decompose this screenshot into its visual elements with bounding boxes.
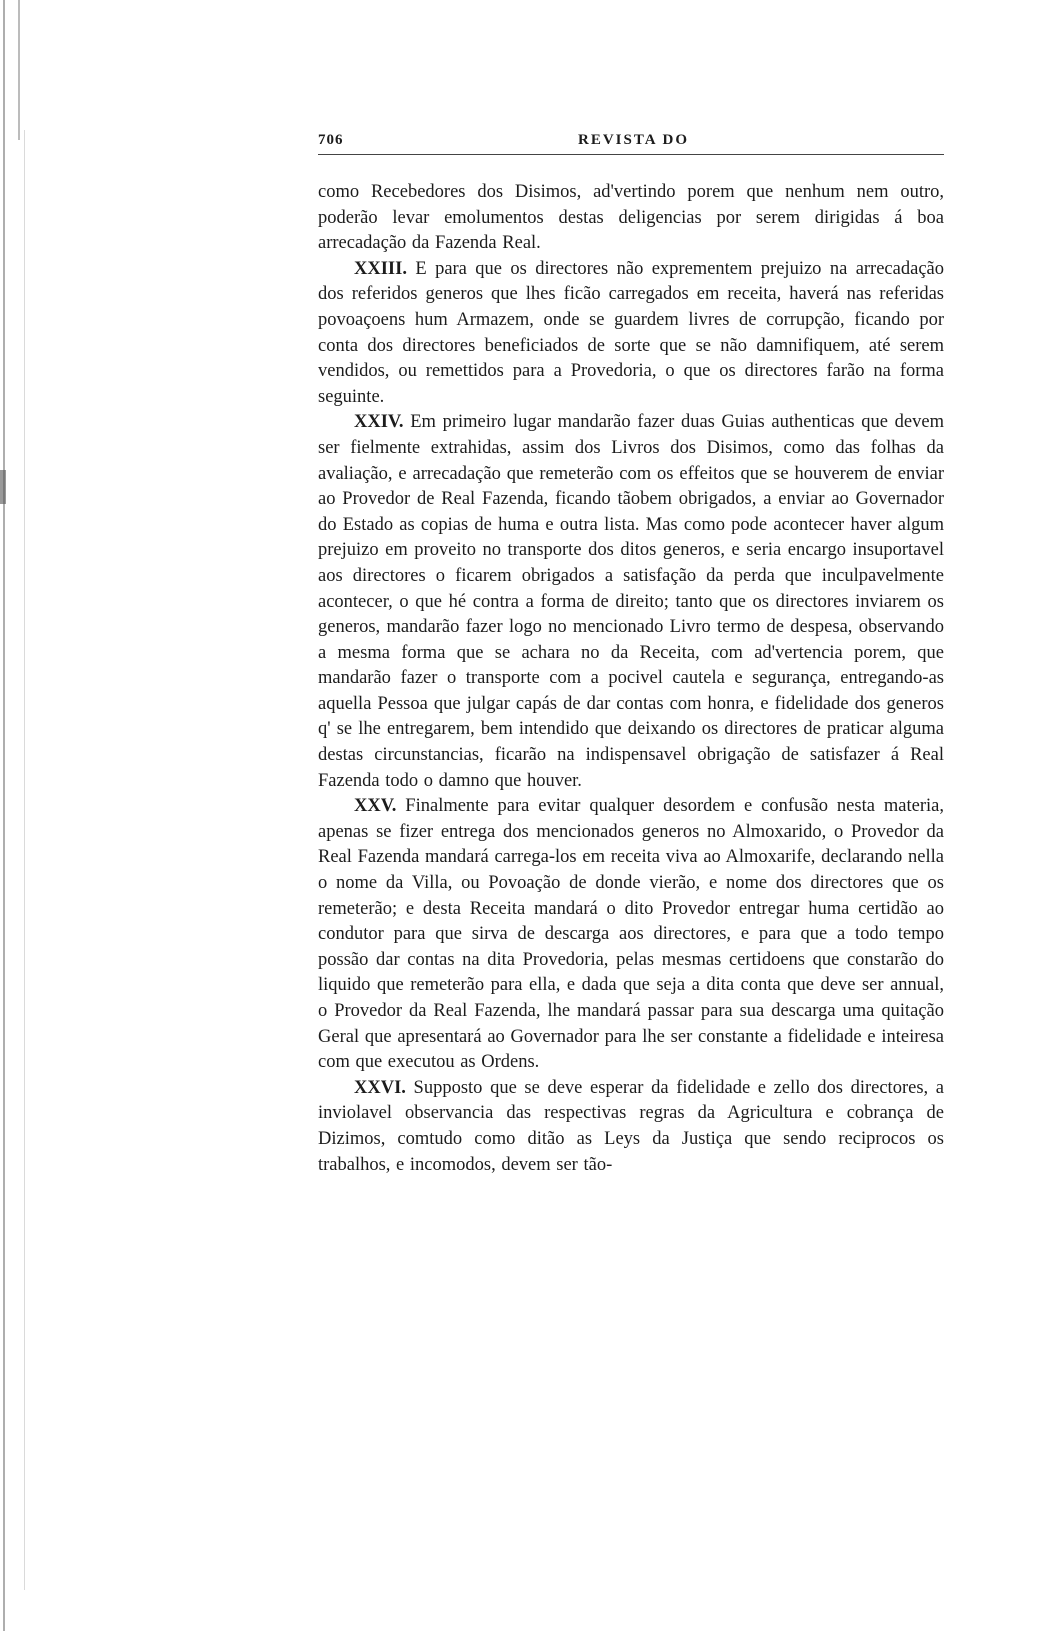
page-header [318, 128, 966, 154]
book-page [318, 128, 966, 1178]
page-number: 706 [318, 132, 344, 148]
paragraph-text: como Recebedores dos Disimos, ad'vertindo porem que nenhum nem outro, poderão levar emolumentos destas deligencias por serem dirigidas á boa arrecadação da Fazenda Real. [318, 182, 944, 254]
paragraph [318, 1076, 944, 1178]
scan-border-line [3, 0, 5, 1631]
paragraph [318, 257, 944, 411]
paragraph [318, 180, 944, 257]
section-number: XXV. [354, 796, 397, 817]
paragraph-text: E para que os directores não exprementem prejuizo na arrecadação dos referidos generos que lhes ficão carregados em receita, haverá nas referidas povoaçoens hum Armazem, onde se guardem livres de corrupção, ficando por conta dos directores beneficiados de sorte que se não damnifiquem, até serem vendidos, ou remettidos para a Provedoria, o que os directores farão na forma seguinte. [318, 258, 944, 407]
header-rule [318, 154, 944, 155]
paragraph-text: Supposto que se deve esperar da fidelidade e zello dos directores, a inviolavel observancia das respectivas regras da Agricultura e cobrança de Dizimos, comtudo como ditão as Leys da Justiça que sendo reciprocos os trabalhos, e incomodos, devem ser tão- [318, 1077, 944, 1175]
scan-margin-mark [0, 470, 6, 504]
scan-border-line [18, 0, 20, 140]
section-number: XXIII. [354, 258, 407, 279]
paragraph-text: Finalmente para evitar qualquer desordem e confusão nesta materia, apenas se fizer entrega dos mencionados generos no Almoxarido, o Provedor da Real Fazenda mandará carrega-los em receita viva ao Almoxarife, declarando nella o nome da Villa, ou Povoação de donde vierão, e nome dos directores que os remeterão; e desta Receita mandará o dito Provedor entregar huma certidão ao condutor para que sirva de descarga aos directores, e para que a todo tempo possão dar contas na dita Provedoria, pelas mesmas certidoens que constarão do liquido que remeterão para ella, e dada que seja a dita conta que deve ser annual, o Provedor da Real Fazenda, lhe mandará passar para sua descarga uma quitação Geral que apresentará ao Governador para lhe ser constante a fidelidade e inteiresa com que executou as Ordens. [318, 796, 944, 1073]
scan-border-line [24, 130, 25, 1590]
section-number: XXVI. [354, 1077, 406, 1098]
paragraph [318, 794, 944, 1076]
page-body [318, 180, 944, 1178]
paragraph-text: Em primeiro lugar mandarão fazer duas Guias authenticas que devem ser fielmente extrahidas, assim dos Livros dos Disimos, como das folhas da avaliação, e arrecadação que remeterão com os effeitos que se houverem de enviar ao Provedor de Real Fazenda, ficando tãobem obrigados, a enviar ao Governador do Estado as copias de huma e outra lista. Mas como pode acontecer haver algum prejuizo em proveito no transporte dos ditos generos, e seria encargo insuportavel aos directores o ficarem obrigados a satisfação da perda que inculpavelmente acontecer, o que hé contra a forma de direito; tanto que os directores inviarem os generos, mandarão fazer logo no mencionado Livro termo de despesa, observando a mesma forma que se achara no da Receita, com ad'vertencia porem, que mandarão fazer o transporte com a pocivel cautela e segurança, entregando-as aquella Pessoa que julgar capás de dar contas com honra, e fidelidade dos generos q' se lhe entregarem, bem intendido que deixando os directores de praticar alguma destas circunstancias, ficarão na indispensavel obrigação de satisfazer á Real Fazenda todo o damno que houver. [318, 412, 944, 791]
running-title: REVISTA DO [578, 132, 689, 148]
paragraph [318, 410, 944, 794]
section-number: XXIV. [354, 412, 404, 433]
